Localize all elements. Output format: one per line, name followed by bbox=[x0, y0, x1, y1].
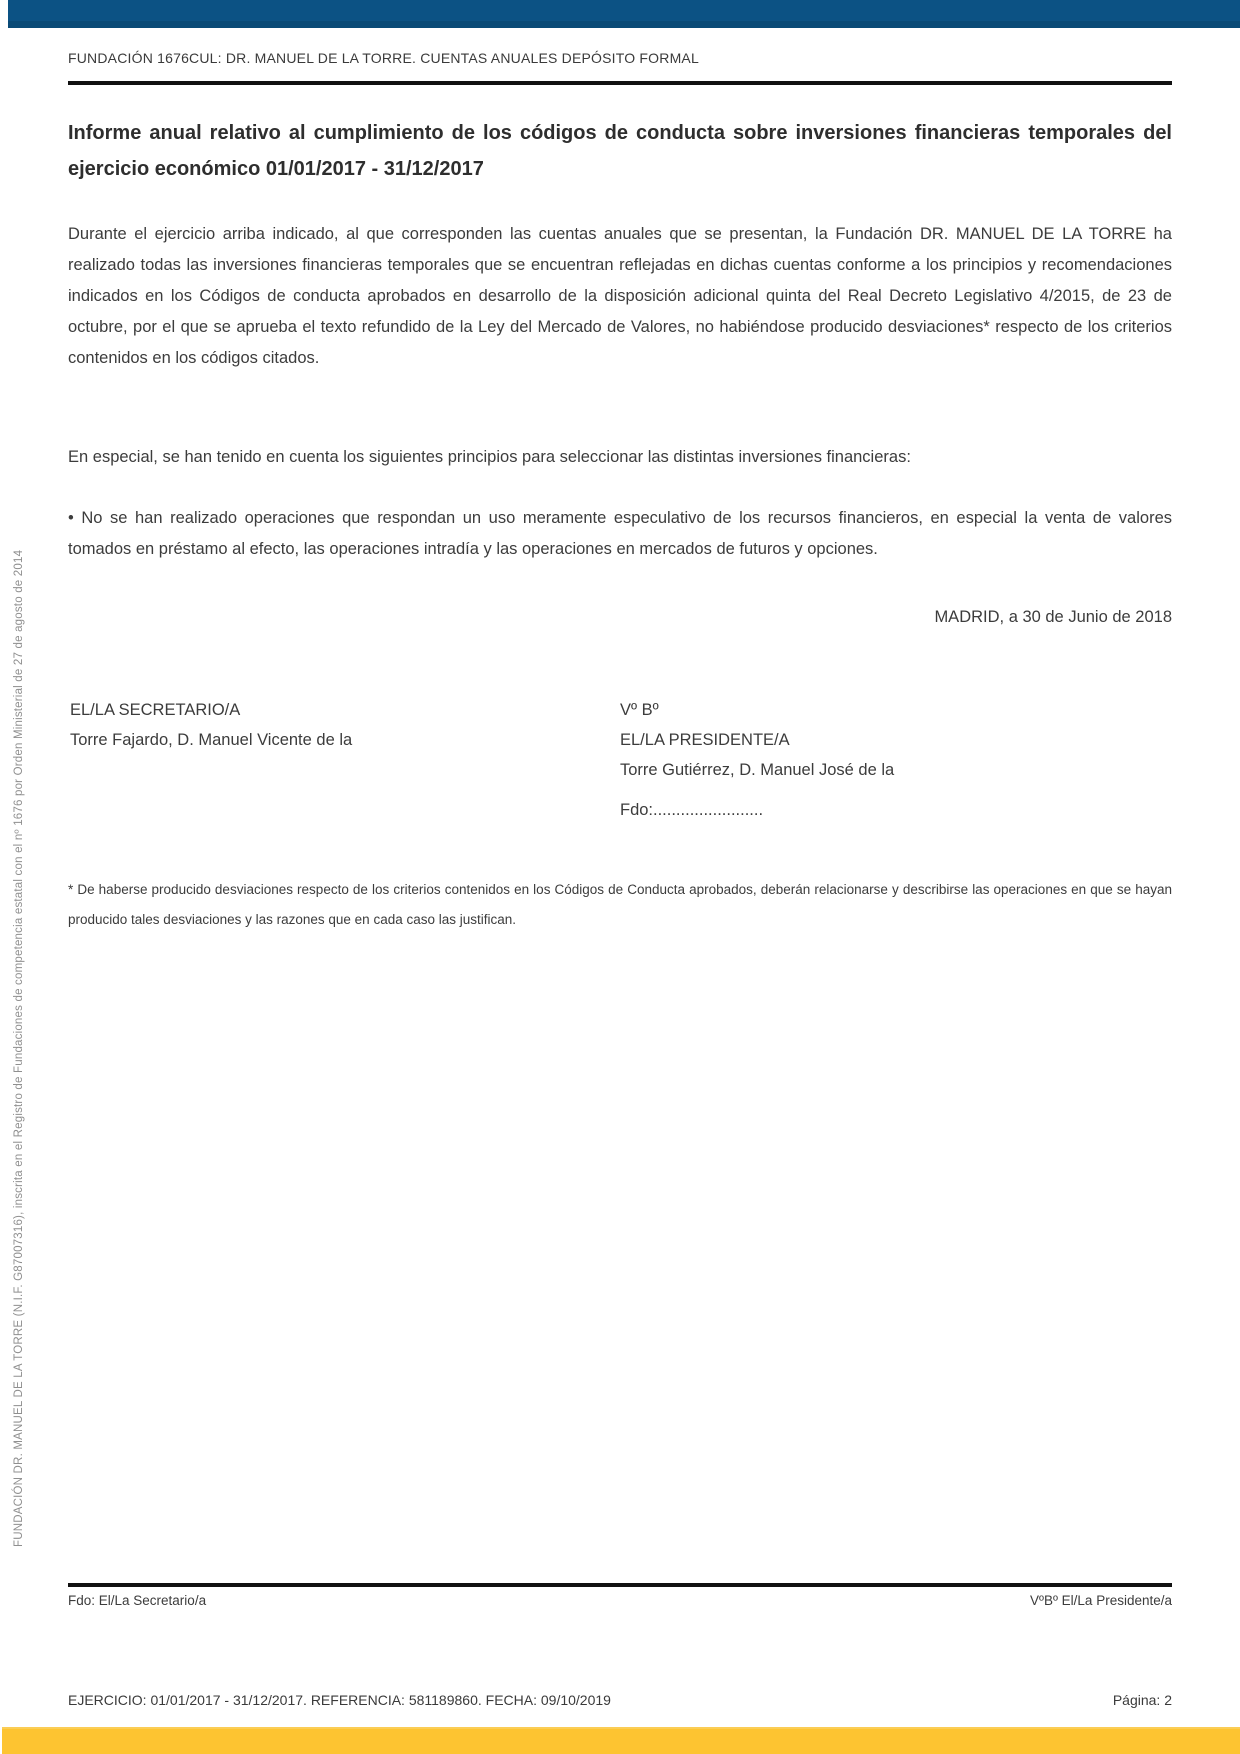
bottom-signature-row bbox=[68, 1593, 1172, 1608]
bottom-signature-president: VºBº El/La Presidente/a bbox=[1030, 1593, 1172, 1608]
body-paragraph-1: Durante el ejercicio arriba indicado, al que corresponden las cuentas anuales que se presentan, la Fundación DR. MANUEL DE LA TORRE ha realizado todas las inversiones financieras temporales que se encuentran reflejadas en dichas cuentas conforme a los principios y recomendaciones indicados en los Códigos de conducta aprobados en desarrollo de la disposición adicional quinta del Real Decreto Legislativo 4/2015, de 23 de octubre, por el que se aprueba el texto refundido de la Ley del Mercado de Valores, no habiéndose producido desviaciones* respecto de los criterios contenidos en los códigos citados. bbox=[68, 224, 1172, 367]
president-name: Torre Gutiérrez, D. Manuel José de la bbox=[620, 761, 895, 779]
date-place-line: MADRID, a 30 de Junio de 2018 bbox=[934, 608, 1172, 626]
body-paragraph-bullet: • No se han realizado operaciones que respondan un uso meramente especulativo de los recursos financieros, en especial la venta de valores tomados en préstamo al efecto, las operaciones intradía y las operaciones en mercados de futuros y opciones. bbox=[68, 508, 1172, 558]
footer-page-number: Página: 2 bbox=[1112, 1692, 1172, 1708]
president-signature-block bbox=[620, 695, 894, 785]
bottom-brand-bar bbox=[2, 1727, 1240, 1754]
registry-sidebar-text: FUNDACIÓN DR. MANUEL DE LA TORRE (N.I.F. G87007316), inscrita en el Registro de Fundaciones de competencia estatal con el nº 1676 por Orden Ministerial de 27 de agosto de 2014 bbox=[13, 549, 25, 1547]
page-footer bbox=[68, 1692, 1172, 1708]
top-brand-bar bbox=[8, 0, 1240, 28]
deviation-footnote: * De haberse producido desviaciones respecto de los criterios contenidos en los Códigos de Conducta aprobados, deberán relacionarse y describirse las operaciones en que se hayan producido tales desviaciones y las razones que en cada caso las justifican. bbox=[68, 881, 1172, 927]
footer-reference-line: EJERCICIO: 01/01/2017 - 31/12/2017. REFERENCIA: 581189860. FECHA: 09/10/2019 bbox=[68, 1692, 611, 1708]
document-header: FUNDACIÓN 1676CUL: DR. MANUEL DE LA TORRE. CUENTAS ANUALES DEPÓSITO FORMAL bbox=[68, 50, 699, 66]
secretary-signature-block bbox=[70, 695, 352, 755]
page-title: Informe anual relativo al cumplimiento de los códigos de conducta sobre inversiones financieras temporales del ejercicio económico 01/01/2017 - 31/12/2017 bbox=[68, 122, 1172, 181]
secretary-role: EL/LA SECRETARIO/A bbox=[70, 701, 241, 719]
header-divider bbox=[68, 81, 1172, 85]
bottom-signature-secretary: Fdo: El/La Secretario/a bbox=[68, 1593, 207, 1608]
secretary-name: Torre Fajardo, D. Manuel Vicente de la bbox=[70, 731, 353, 749]
bottom-signature-divider bbox=[68, 1583, 1172, 1587]
signature-dotted-line: Fdo:........................ bbox=[620, 801, 764, 819]
body-paragraph-2: En especial, se han tenido en cuenta los siguientes principios para seleccionar las distintas inversiones financieras: bbox=[68, 447, 911, 466]
president-role: EL/LA PRESIDENTE/A bbox=[620, 731, 790, 749]
approval-mark: Vº Bº bbox=[620, 701, 659, 719]
